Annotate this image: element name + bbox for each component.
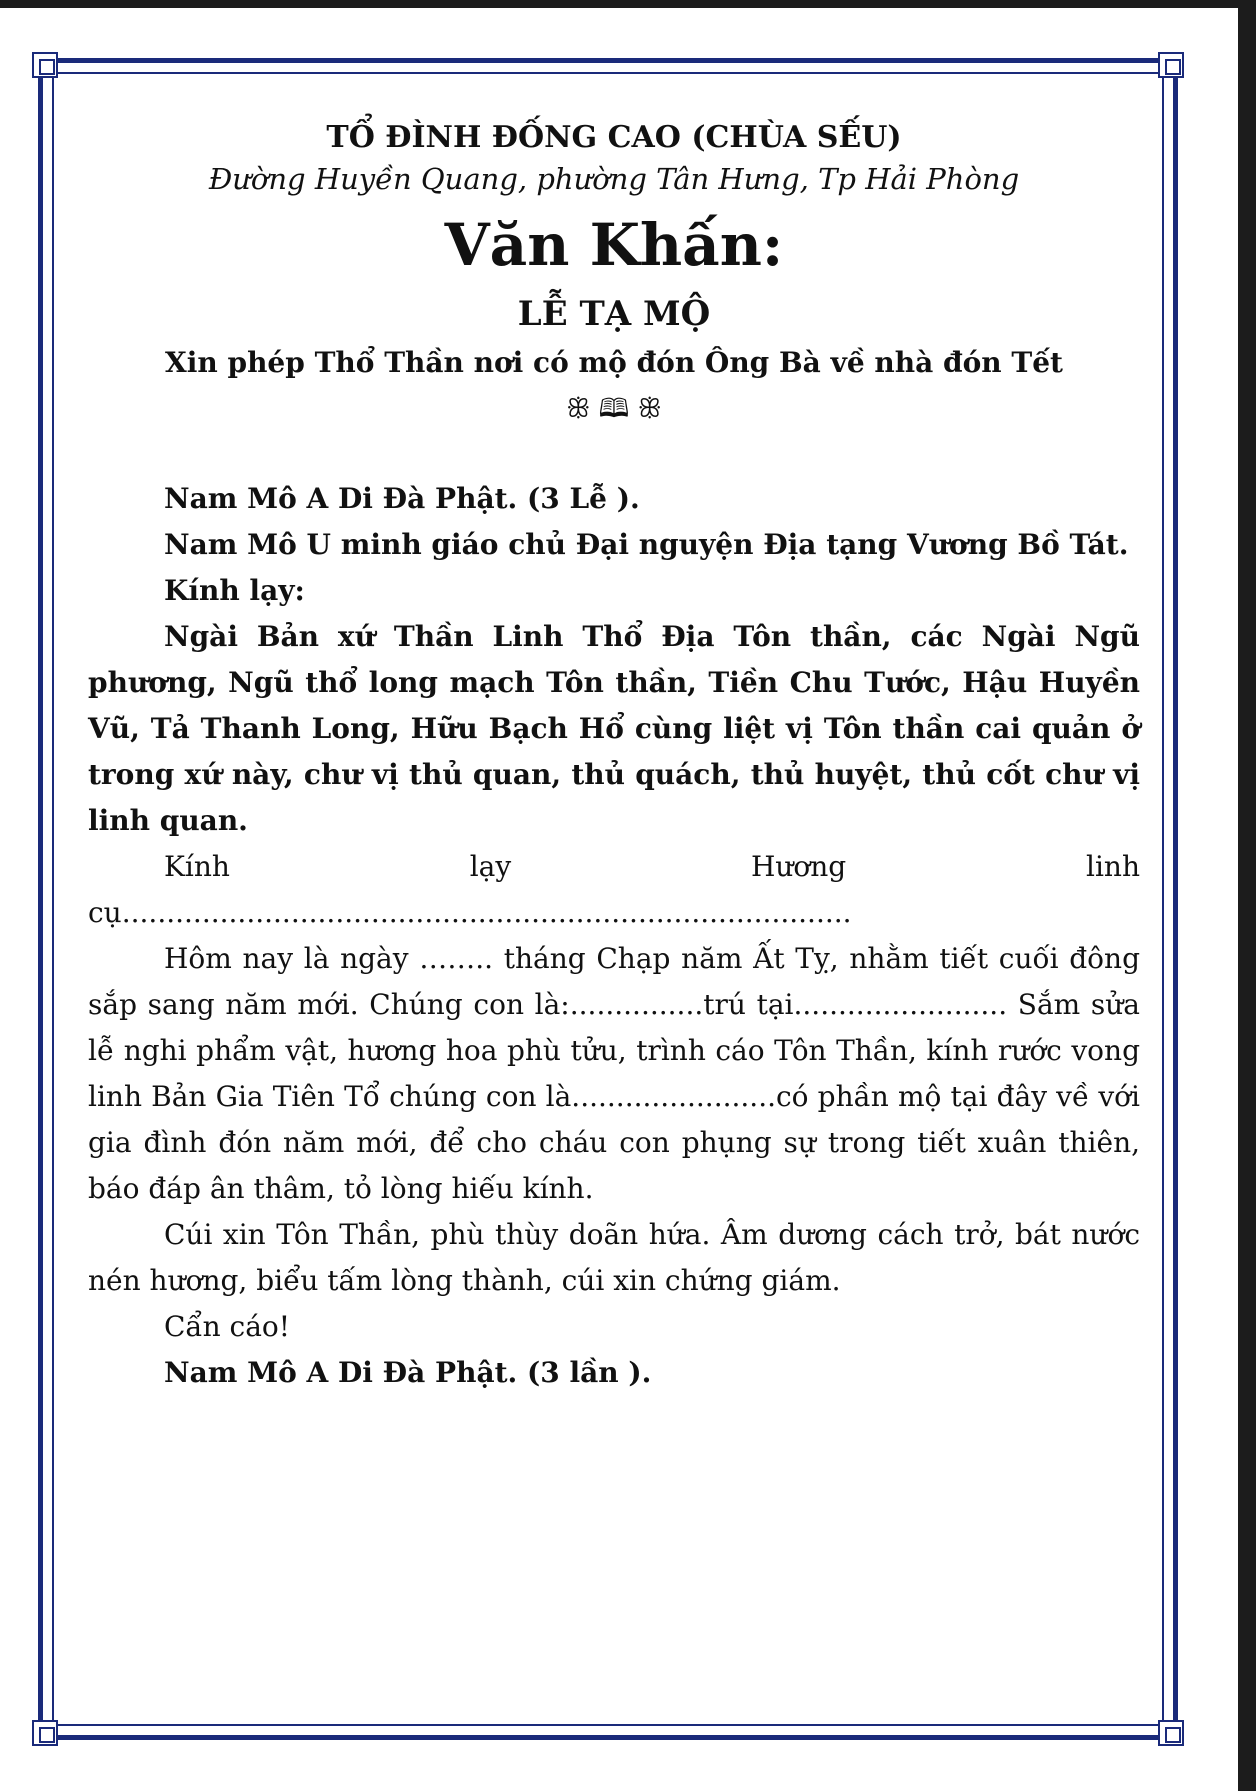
prayer-line-invocation: Nam Mô U minh giáo chủ Đại nguyện Địa tạng Vương Bồ Tát. — [164, 528, 1129, 561]
frame-corner-ornament — [1158, 1720, 1184, 1746]
prayer-paragraph-request: Cúi xin Tôn Thần, phù thùy doãn hứa. Âm dương cách trở, bát nước nén hương, biểu tấm lòng thành, cúi xin chứng giám. — [88, 1218, 1140, 1297]
prayer-line-closing: Cẩn cáo! — [164, 1310, 290, 1343]
prayer-line-ancestor: Kính lạy Hương linh cụ.................................................................................. — [88, 850, 1140, 929]
book-ornament-icon: ꕥ 🕮 ꕥ — [566, 394, 662, 424]
prayer-line-final: Nam Mô A Di Đà Phật. (3 lần ). — [164, 1356, 652, 1389]
page-description: Xin phép Thổ Thần nơi có mộ đón Ông Bà về nhà đón Tết — [165, 346, 1063, 379]
prayer-body — [88, 476, 1140, 1396]
temple-address: Đường Huyền Quang, phường Tân Hưng, Tp Hải Phòng — [208, 162, 1020, 196]
temple-name: TỔ ĐÌNH ĐỐNG CAO (CHÙA SẾU) — [326, 120, 902, 155]
prayer-paragraph-offering: Hôm nay là ngày …….. tháng Chạp năm Ất Tỵ, nhằm tiết cuối đông sắp sang năm mới. Chúng con là:...............trú tại........................ Sắm sửa lễ nghi phẩm vật, hương hoa phù tửu, trình cáo Tôn Thần, kính rước vong linh Bản Gia Tiên Tổ chúng con là.......................có phần mộ tại đây về với gia đình đón năm mới, để cho cháu con phụng sự trong tiết xuân thiên, báo đáp ân thâm, tỏ lòng hiếu kính. — [88, 942, 1140, 1205]
prayer-line-salutation: Kính lạy: — [164, 574, 305, 607]
document-content — [88, 108, 1140, 1396]
prayer-line-opening: Nam Mô A Di Đà Phật. (3 Lễ ). — [164, 482, 640, 515]
document-page — [0, 8, 1238, 1791]
frame-corner-ornament — [32, 52, 58, 78]
page-title: Văn Khấn: — [444, 211, 784, 279]
frame-corner-ornament — [1158, 52, 1184, 78]
page-subtitle: LỄ TẠ MỘ — [517, 294, 711, 334]
frame-corner-ornament — [32, 1720, 58, 1746]
prayer-paragraph-deities: Ngài Bản xứ Thần Linh Thổ Địa Tôn thần, các Ngài Ngũ phương, Ngũ thổ long mạch Tôn thần, Tiền Chu Tước, Hậu Huyền Vũ, Tả Thanh Long, Hữu Bạch Hổ cùng liệt vị Tôn thần cai quản ở trong xứ này, chư vị thủ quan, thủ quách, thủ huyệt, thủ cốt chư vị linh quan. — [88, 620, 1140, 837]
